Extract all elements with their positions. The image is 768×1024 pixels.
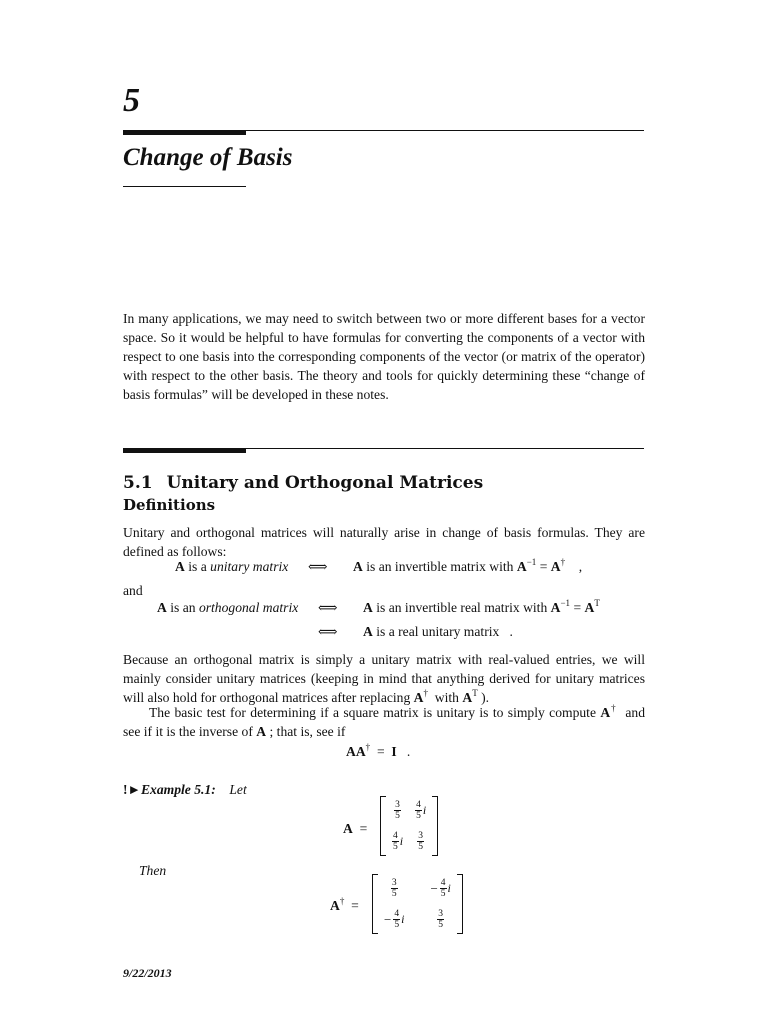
example-number: Example 5.1: — [140, 782, 216, 797]
iff-symbol-2: ⟺ — [318, 600, 338, 615]
text-real-unitary: is a real unitary matrix — [376, 624, 500, 639]
symbol-A: A — [256, 724, 267, 739]
symbol-A: A — [363, 624, 373, 639]
imaginary-unit: i — [422, 803, 427, 817]
paragraph-basic-test — [123, 703, 645, 741]
equals-sign: = — [539, 559, 548, 574]
example-marker-icon: !► — [123, 782, 141, 797]
period: . — [509, 624, 513, 639]
exp-inverse: −1 — [526, 557, 537, 567]
def-orthogonal-lhs — [157, 600, 298, 616]
text-is-an: is an — [170, 600, 196, 615]
intro-paragraph: In many applications, we may need to switch between two or more different bases for a vector space. So it would be helpful to have formulas for converting the components of a vector with respect to one basis into the corresponding components of the vector (or matrix of the operator) with respect to the other basis. The theory and tools for quickly determining these “change of basis formulas” will be developed in these notes. — [123, 311, 645, 402]
denominator: 5 — [395, 811, 400, 821]
exp-inverse: −1 — [560, 598, 571, 608]
example-label — [123, 782, 247, 798]
denominator: 5 — [438, 920, 444, 930]
chapter-title: Change of Basis — [123, 144, 293, 171]
matrix-A-a12 — [415, 800, 426, 821]
subheading-definitions: Definitions — [123, 496, 216, 514]
dagger-symbol: † — [423, 688, 428, 698]
term-orthogonal-matrix: orthogonal matrix — [198, 600, 299, 615]
denominator: 5 — [394, 920, 400, 930]
matrix-Adag-a21 — [384, 909, 404, 930]
footer-date: 9/22/2013 — [123, 966, 172, 980]
imaginary-unit: i — [401, 912, 405, 926]
matrix-Adag — [372, 874, 463, 939]
text-invertible-with: is an invertible matrix with — [366, 559, 514, 574]
symbol-A: A — [550, 600, 561, 615]
right-bracket — [457, 874, 463, 934]
numerator: 3 — [418, 831, 424, 841]
section-rule-thick — [123, 448, 246, 453]
symbol-A: A — [413, 690, 424, 705]
matrix-A-a22 — [415, 831, 426, 852]
def-orthogonal-rhs-2 — [363, 624, 513, 640]
iff-symbol-3: ⟺ — [318, 624, 338, 639]
symbol-A: A — [516, 559, 527, 574]
def-unitary-lhs — [175, 559, 288, 575]
matrix-A — [380, 796, 438, 861]
matrix-A-label — [343, 821, 367, 837]
chapter-rule-thick — [123, 130, 246, 135]
minus-sign: − — [430, 880, 438, 896]
test-text-2: and see if it is the inverse of — [123, 705, 646, 739]
paragraph-because — [123, 650, 645, 707]
numerator: 4 — [440, 878, 446, 888]
chapter-title-underline — [123, 186, 246, 187]
equals-sign: = — [376, 744, 385, 759]
section-rule-thin — [246, 448, 644, 449]
term-unitary-matrix: unitary matrix — [210, 559, 289, 574]
eq-rhs: I — [391, 744, 397, 759]
chapter-number: 5 — [123, 82, 140, 119]
test-text-1: The basic test for determining if a square matrix is unitary is to simply compute — [149, 705, 596, 720]
dagger-symbol: † — [365, 742, 371, 752]
because-text: Because an orthogonal matrix is simply a unitary matrix with real-valued entries, we will mainly consider unitary matrices (keeping in mind that anything derived for unitary matrices will also hold for orthogonal matrices after replacing — [123, 652, 645, 705]
denominator: 5 — [393, 842, 398, 852]
symbol-A: A — [462, 690, 473, 705]
matrix-Adag-a11 — [384, 878, 404, 899]
numerator: 4 — [394, 909, 400, 919]
symbol-A: A — [584, 600, 595, 615]
text-with: with — [434, 690, 459, 705]
symbol-A: A — [157, 600, 167, 615]
matrix-Adag-label — [330, 898, 359, 914]
text-is-a: is a — [188, 559, 207, 574]
right-bracket — [432, 796, 438, 856]
test-text-3: ; that is, see if — [269, 724, 346, 739]
iff-symbol-1: ⟺ — [308, 559, 328, 574]
matrix-Adag-a12 — [430, 878, 450, 899]
text-let: Let — [229, 782, 247, 797]
numerator: 4 — [416, 800, 421, 810]
minus-sign: − — [384, 911, 392, 927]
text-real-invertible-with: is an invertible real matrix with — [376, 600, 548, 615]
section-heading — [123, 473, 483, 493]
symbol-A: A — [353, 559, 363, 574]
symbol-A: A — [363, 600, 373, 615]
numerator: 3 — [395, 800, 400, 810]
matrix-Adag-a22 — [430, 909, 450, 930]
chapter-rule-thin — [246, 130, 644, 131]
equals-sign: = — [359, 821, 368, 836]
def-unitary-rhs — [353, 559, 582, 575]
numerator: 4 — [393, 831, 398, 841]
symbol-A: A — [550, 559, 561, 574]
comma: , — [578, 559, 583, 574]
matrix-A-a21 — [392, 831, 403, 852]
equation-unitary-test — [346, 744, 410, 760]
text-then: Then — [139, 863, 167, 878]
text-and: and — [123, 583, 143, 598]
numerator: 3 — [391, 878, 397, 888]
denominator: 5 — [440, 889, 446, 899]
denominator: 5 — [391, 889, 397, 899]
denominator: 5 — [416, 811, 421, 821]
eq-lhs: AA — [346, 744, 366, 759]
transpose-symbol: T — [472, 688, 478, 698]
text-close: ). — [481, 690, 490, 705]
dagger-symbol: † — [560, 557, 566, 567]
transpose-symbol: T — [594, 598, 600, 608]
period: . — [406, 744, 411, 759]
symbol-A: A — [600, 705, 611, 720]
numerator: 3 — [438, 909, 444, 919]
dagger-symbol: † — [610, 703, 617, 713]
symbol-A: A — [343, 821, 353, 836]
definitions-lead: Unitary and orthogonal matrices will naturally arise in change of basis formulas. They are defined as follows: — [123, 525, 645, 559]
symbol-A: A — [330, 898, 340, 913]
imaginary-unit: i — [447, 881, 451, 895]
matrix-A-a11 — [392, 800, 403, 821]
section-title: Unitary and Orthogonal Matrices — [166, 473, 484, 493]
imaginary-unit: i — [399, 834, 404, 848]
equals-sign: = — [573, 600, 582, 615]
denominator: 5 — [418, 842, 424, 852]
equals-sign: = — [351, 898, 359, 913]
def-orthogonal-rhs — [363, 600, 600, 616]
dagger-symbol: † — [339, 896, 345, 906]
symbol-A: A — [175, 559, 185, 574]
section-number: 5.1 — [123, 473, 153, 493]
